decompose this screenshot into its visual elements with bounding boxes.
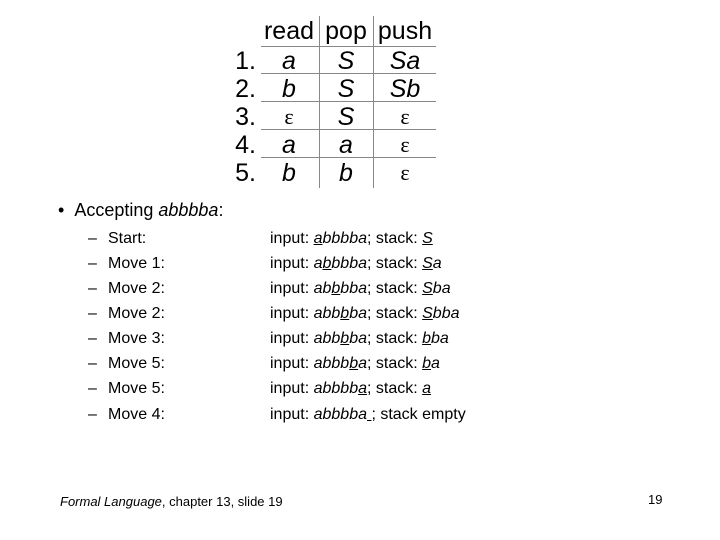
cell-push: Sa (389, 47, 421, 75)
step-config: input: abbbba ; stack empty (270, 406, 466, 423)
step-label: – Move 2: (88, 305, 165, 322)
step-config: input: abbbba; stack: Sbba (270, 305, 460, 322)
row-number: 3. (235, 103, 256, 131)
cell-push: Sb (389, 75, 421, 103)
step-config: input: abbbba; stack: bba (270, 330, 449, 347)
cell-read: a (282, 47, 296, 75)
bullet-dot: • (58, 200, 65, 220)
cell-read: a (282, 131, 296, 159)
step-config: input: abbbba; stack: a (270, 380, 432, 397)
bullet-prefix: Accepting (74, 200, 159, 220)
bullet-word: abbbba (158, 200, 219, 220)
cell-read: ε (284, 104, 294, 129)
cell-pop: a (339, 131, 353, 159)
cell-read: b (282, 75, 296, 103)
step-config: input: abbbba; stack: S (270, 230, 433, 247)
transition-table (224, 16, 440, 188)
cell-pop: S (337, 103, 355, 131)
cell-pop: b (339, 159, 353, 187)
step-config: input: abbbba; stack: Sa (270, 255, 442, 272)
bullet-suffix: : (218, 200, 224, 220)
cell-push: ε (400, 132, 410, 157)
row-number: 2. (235, 75, 256, 103)
cell-push: ε (400, 104, 410, 129)
cell-pop: S (337, 75, 355, 103)
step-config: input: abbbba; stack: ba (270, 355, 440, 372)
step-label: – Move 2: (88, 280, 165, 297)
bullet-heading (58, 198, 223, 222)
step-label: – Start: (88, 230, 147, 247)
step-label: – Move 3: (88, 330, 165, 347)
row-number: 1. (235, 47, 256, 75)
header-push: push (377, 17, 433, 45)
cell-push: ε (400, 160, 410, 185)
slide-footer (60, 494, 283, 509)
row-number: 5. (235, 159, 256, 187)
header-read: read (263, 17, 315, 45)
step-label: – Move 5: (88, 355, 165, 372)
footer-rest: , chapter 13, slide 19 (161, 494, 283, 509)
cell-read: b (282, 159, 296, 187)
cell-pop: S (337, 47, 355, 75)
step-label: – Move 4: (88, 406, 165, 423)
page-number: 19 (648, 492, 663, 507)
step-label: – Move 1: (88, 255, 165, 272)
header-pop: pop (325, 17, 367, 45)
step-label: – Move 5: (88, 380, 165, 397)
footer-title: Formal Language (60, 494, 162, 509)
step-config: input: abbbba; stack: Sba (270, 280, 451, 297)
row-number: 4. (235, 131, 256, 159)
